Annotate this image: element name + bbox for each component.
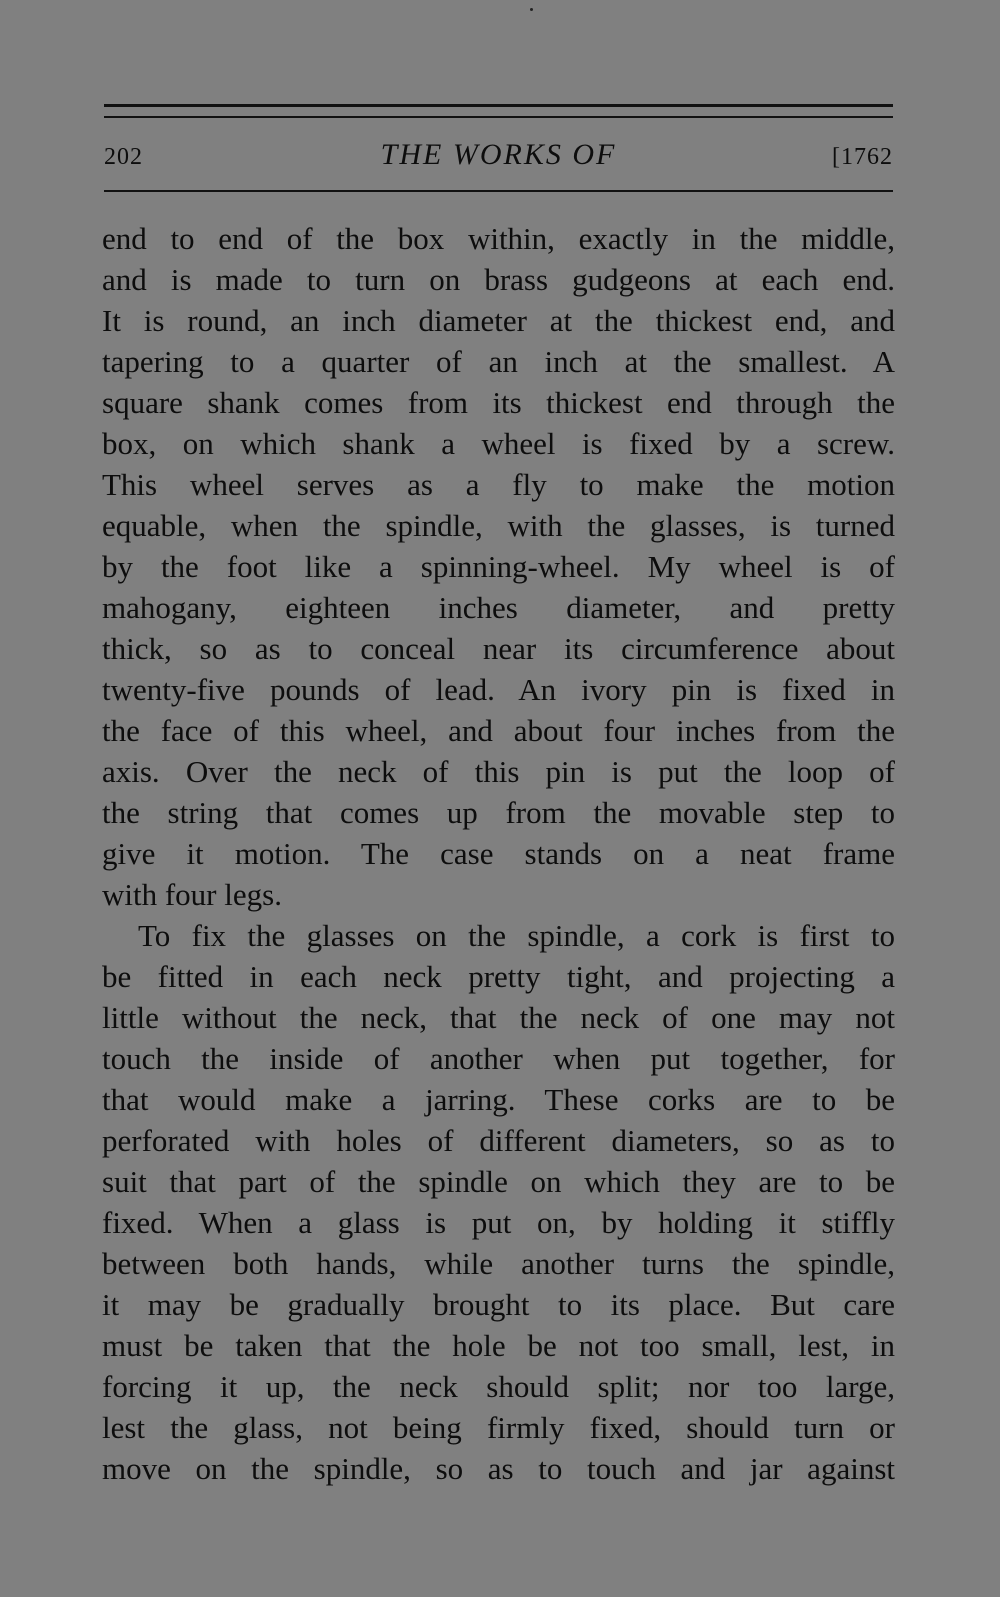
header-year: [1762: [832, 144, 893, 170]
text-line: must be taken that the hole be not too small, lest, in: [102, 1328, 895, 1363]
text-line: mahogany, eighteen inches diameter, and pretty: [102, 590, 895, 625]
running-title: THE WORKS OF: [380, 138, 617, 171]
text-line: box, on which shank a wheel is fixed by a screw.: [102, 426, 895, 461]
text-line: touch the inside of another when put together, for: [102, 1041, 895, 1076]
text-line: by the foot like a spinning-wheel. My wheel is of: [102, 549, 895, 584]
text-line: tapering to a quarter of an inch at the smallest. A: [102, 344, 895, 379]
header-rule: [104, 190, 893, 192]
text-line: equable, when the spindle, with the glasses, is turned: [102, 508, 895, 543]
top-rule-thick: [104, 104, 893, 107]
text-line: the string that comes up from the movable step to: [102, 795, 895, 830]
text-line: perforated with holes of different diameters, so as to: [102, 1123, 895, 1158]
text-line: it may be gradually brought to its place. But care: [102, 1287, 895, 1322]
text-line: move on the spindle, so as to touch and jar against: [102, 1451, 895, 1486]
text-line: square shank comes from its thickest end through the: [102, 385, 895, 420]
text-line: between both hands, while another turns the spindle,: [102, 1246, 895, 1281]
text-line: fixed. When a glass is put on, by holding it stiffly: [102, 1205, 895, 1240]
body-text: [102, 218, 895, 1489]
text-line: thick, so as to conceal near its circumference about: [102, 631, 895, 666]
text-line: twenty-five pounds of lead. An ivory pin is fixed in: [102, 672, 895, 707]
text-line: This wheel serves as a fly to make the motion: [102, 467, 895, 502]
top-rule-thin: [104, 116, 893, 118]
text-line: give it motion. The case stands on a neat frame: [102, 836, 895, 871]
text-line: that would make a jarring. These corks are to be: [102, 1082, 895, 1117]
text-line: little without the neck, that the neck of one may not: [102, 1000, 895, 1035]
page-number: 202: [104, 144, 143, 170]
text-line: forcing it up, the neck should split; nor too large,: [102, 1369, 895, 1404]
text-line: be fitted in each neck pretty tight, and projecting a: [102, 959, 895, 994]
text-line: the face of this wheel, and about four inches from the: [102, 713, 895, 748]
ink-speck: [530, 8, 533, 11]
text-line: axis. Over the neck of this pin is put the loop of: [102, 754, 895, 789]
text-line: To fix the glasses on the spindle, a cork is first to: [138, 918, 895, 953]
text-line: with four legs.: [102, 877, 282, 912]
text-line: lest the glass, not being firmly fixed, should turn or: [102, 1410, 895, 1445]
text-line: end to end of the box within, exactly in the middle,: [102, 221, 895, 256]
running-header: [104, 138, 893, 178]
text-line: and is made to turn on brass gudgeons at each end.: [102, 262, 895, 297]
text-line: suit that part of the spindle on which they are to be: [102, 1164, 895, 1199]
text-line: It is round, an inch diameter at the thickest end, and: [102, 303, 895, 338]
